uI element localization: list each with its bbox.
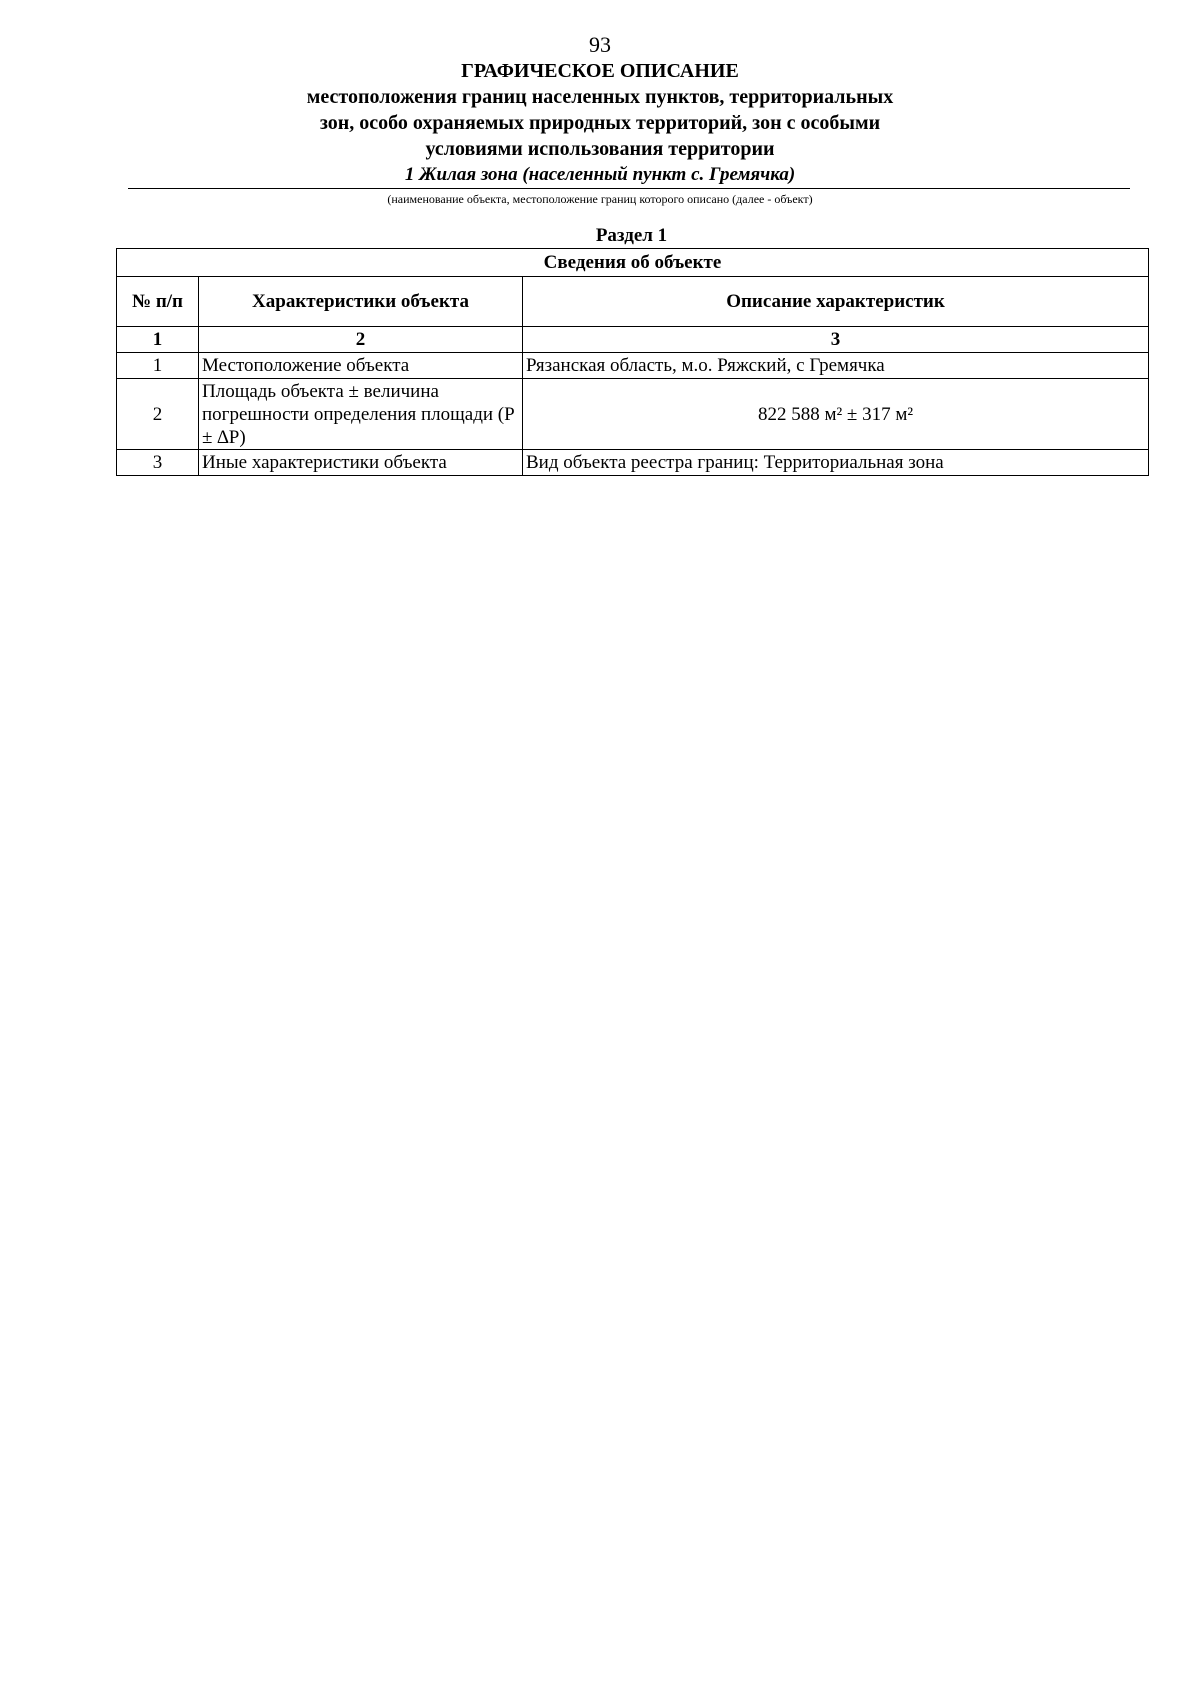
object-name: 1 Жилая зона (населенный пункт с. Гремячка): [404, 164, 796, 185]
table-row: [117, 379, 1149, 450]
column-number-1: 1: [117, 327, 199, 353]
row-number: 3: [117, 450, 199, 476]
document-header: [0, 58, 1200, 188]
row-characteristic: Местоположение объекта: [199, 353, 523, 379]
header-description: Описание характеристик: [523, 277, 1149, 327]
table-caption-row: [117, 249, 1149, 277]
table-row: [117, 353, 1149, 379]
row-characteristic: Площадь объекта ± величина погрешности определения площади (P ± ∆P): [199, 379, 523, 450]
page-number: 93: [589, 32, 611, 57]
row-value: 822 588 м² ± 317 м²: [523, 379, 1149, 450]
object-name-caption: (наименование объекта, местоположение границ которого описано (далее - объект): [387, 192, 813, 206]
row-value: Рязанская область, м.о. Ряжский, с Гремячка: [523, 353, 1149, 379]
object-name-underline: [128, 188, 1130, 189]
subtitle-line-2: зон, особо охраняемых природных территорий, зон с особыми: [319, 112, 881, 134]
section-title: Раздел 1: [595, 225, 668, 246]
column-number-3: 3: [523, 327, 1149, 353]
table-row: [117, 450, 1149, 476]
row-characteristic: Иные характеристики объекта: [199, 450, 523, 476]
header-number: № п/п: [117, 277, 199, 327]
subtitle-line-1: местоположения границ населенных пунктов, территориальных: [306, 86, 894, 108]
subtitle-line-3: условиями использования территории: [425, 138, 775, 160]
row-number: 1: [117, 353, 199, 379]
header-characteristics: Характеристики объекта: [199, 277, 523, 327]
document-title: ГРАФИЧЕСКОЕ ОПИСАНИЕ: [461, 60, 739, 82]
row-number: 2: [117, 379, 199, 450]
table-header-row: [117, 277, 1149, 327]
column-number-2: 2: [199, 327, 523, 353]
column-number-row: [117, 327, 1149, 353]
row-value: Вид объекта реестра границ: Территориальная зона: [523, 450, 1149, 476]
table-caption: Сведения об объекте: [117, 249, 1149, 277]
object-info-table: [116, 248, 1149, 476]
